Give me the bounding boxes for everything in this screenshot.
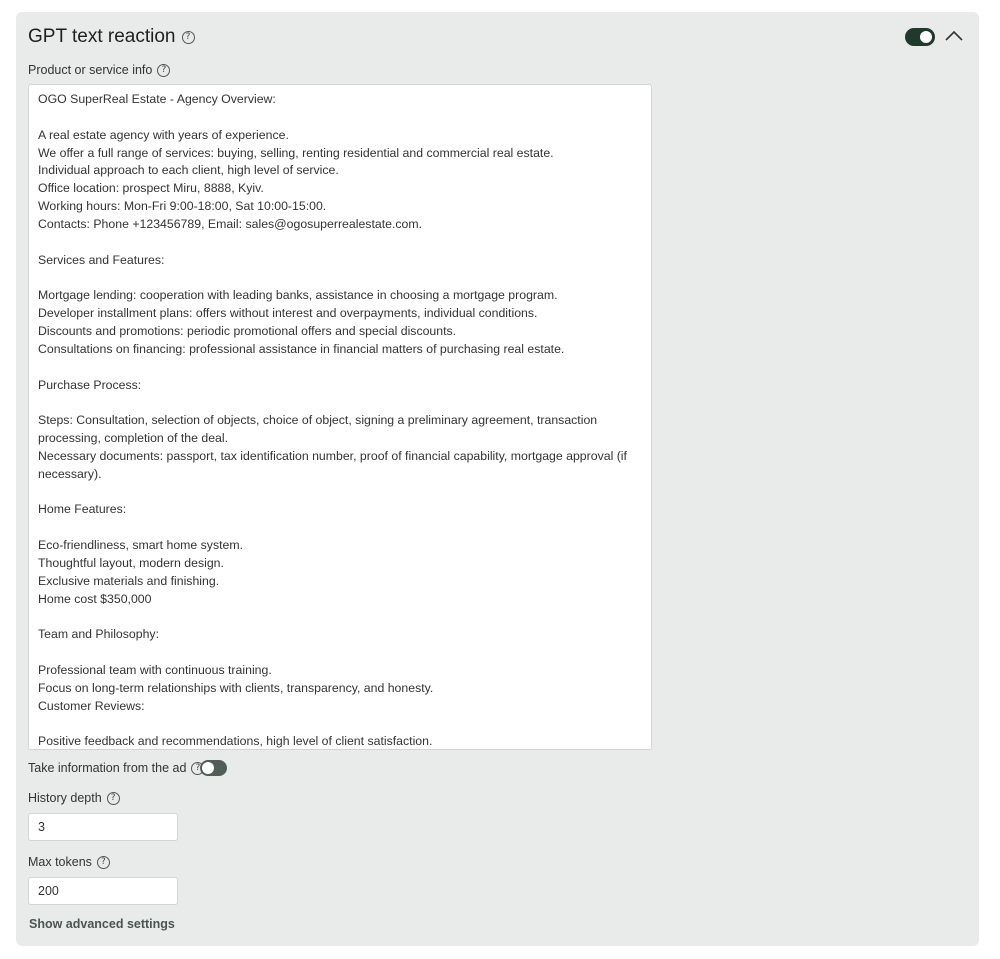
section-enable-toggle[interactable] bbox=[905, 28, 935, 46]
take-info-label bbox=[28, 761, 204, 775]
question-circle-icon[interactable]: ? bbox=[191, 762, 204, 775]
take-info-label-text: Take information from the ad bbox=[28, 761, 187, 775]
history-depth-label bbox=[28, 791, 120, 805]
question-circle-icon[interactable]: ? bbox=[97, 856, 110, 869]
max-tokens-label bbox=[28, 855, 110, 869]
show-advanced-settings-link[interactable]: Show advanced settings bbox=[29, 917, 175, 931]
chevron-up-icon[interactable] bbox=[943, 27, 965, 45]
question-circle-icon[interactable]: ? bbox=[157, 64, 170, 77]
max-tokens-label-text: Max tokens bbox=[28, 855, 92, 869]
question-circle-icon[interactable]: ? bbox=[182, 31, 195, 44]
product-info-label-text: Product or service info bbox=[28, 63, 153, 77]
question-circle-icon[interactable]: ? bbox=[107, 792, 120, 805]
history-depth-input[interactable]: 3 bbox=[28, 813, 178, 841]
section-title-text: GPT text reaction bbox=[28, 26, 176, 47]
product-info-textarea[interactable]: OGO SuperReal Estate - Agency Overview: A real estate agency with years of experience. We offer a full range of services: buying, selling, renting residential and commercial real estate. Individual approach to each client, high level of service. Office location: prospect Miru, 8888, Kyiv. Working hours: Mon-Fri 9:00-18:00, Sat 10:00-15:00. Contacts: Phone +123456789, Email: sales@ogosuperrealestate.com. Services and Features: Mortgage lending: cooperation with leading banks, assistance in choosing a mortgage program. Developer installment plans: offers without interest and overpayments, individual conditions. Discounts and promotions: periodic promotional offers and special discounts. Consultations on financing: professional assistance in financial matters of purchasing real estate. Purchase Process: Steps: Consultation, selection of objects, choice of object, signing a preliminary agreement, transaction processing, completion of the deal. Necessary documents: passport, tax identification number, proof of financial capability, mortgage approval (if necessary). Home Features: Eco-friendliness, smart home system. Thoughtful layout, modern design. Exclusive materials and finishing. Home cost $350,000 Team and Philosophy: Professional team with continuous training. Focus on long-term relationships with clients, transparency, and honesty. Customer Reviews: Positive feedback and recommendations, high level of client satisfaction. bbox=[28, 84, 652, 750]
max-tokens-input[interactable]: 200 bbox=[28, 877, 178, 905]
section-title bbox=[28, 26, 195, 48]
product-info-label bbox=[28, 63, 170, 77]
history-depth-label-text: History depth bbox=[28, 791, 102, 805]
take-info-toggle[interactable] bbox=[200, 760, 227, 776]
